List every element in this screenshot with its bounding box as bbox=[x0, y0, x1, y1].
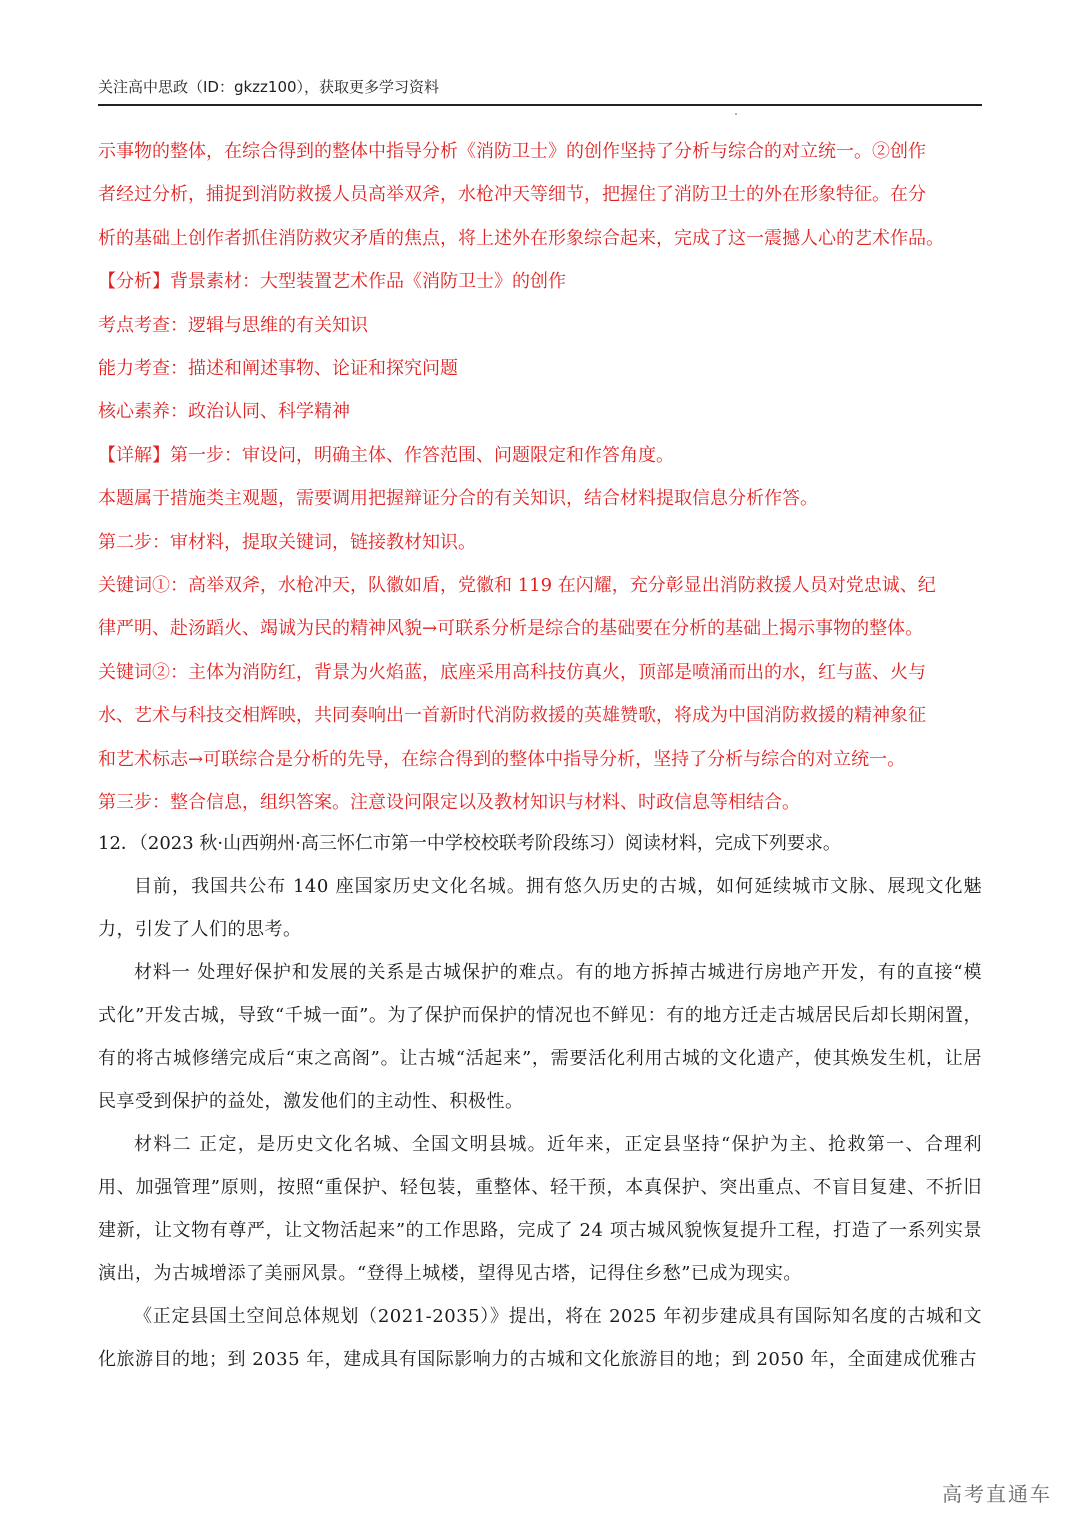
stray-dot bbox=[735, 113, 737, 115]
material-two: 材料二 正定，是历史文化名城、全国文明县城。近年来，正定县坚持“保护为主、抢救第一、合理利用、加强管理”原则，按照“重保护、轻包装，重整体、轻干预，本真保护、突出重点、不盲目复建、不折旧建新，让文物有尊严，让文物活起来”的工作思路，完成了 24 项古城风貌恢复提升工程，打造了一系列实景演出，为古城增添了美丽风景。“登得上城楼，望得见古塔，记得住乡愁”已成为现实。 bbox=[98, 1134, 982, 1284]
analysis-ability: 能力考查：描述和阐述事物、论证和探究问题 bbox=[98, 358, 458, 380]
detail-step-1: 【详解】第一步：审设问，明确主体、作答范围、问题限定和作答角度。 bbox=[98, 444, 674, 466]
keyword-2-line: 和艺术标志→可联综合是分析的先导，在综合得到的整体中指导分析，坚持了分析与综合的对立统一。 bbox=[98, 748, 906, 770]
keyword-2-line: 水、艺术与科技交相辉映，共同奏响出一首新时代消防救援的英雄赞歌，将成为中国消防救援的精神象征 bbox=[98, 705, 926, 727]
question-intro: 目前，我国共公布 140 座国家历史文化名城。拥有悠久历史的古城，如何延续城市文脉、展现文化魅力，引发了人们的思考。 bbox=[98, 876, 982, 940]
keyword-1-line: 关键词①：高举双斧，水枪冲天，队徽如盾，党徽和 119 在闪耀，充分彰显出消防救援人员对党忠诚、纪 bbox=[98, 575, 936, 597]
keyword-2-line: 关键词②：主体为消防红，背景为火焰蓝，底座采用高科技仿真火，顶部是喷涌而出的水，红与蓝、火与 bbox=[98, 661, 926, 683]
detail-line: 本题属于措施类主观题，需要调用把握辩证分合的有关知识，结合材料提取信息分析作答。 bbox=[98, 488, 818, 510]
planning-paragraph: 《正定县国土空间总体规划（2021-2035）》提出，将在 2025 年初步建成具有国际知名度的古城和文化旅游目的地；到 2035 年，建成具有国际影响力的古城和文化旅游目的地；到 2050 年，全面建成优雅古 bbox=[98, 1306, 982, 1370]
detail-step-3: 第三步：整合信息，组织答案。注意设问限定以及教材知识与材料、时政信息等相结合。 bbox=[98, 792, 800, 814]
page-header bbox=[98, 74, 982, 106]
analysis-points: 考点考查：逻辑与思维的有关知识 bbox=[98, 314, 368, 336]
answer-line: 析的基础上创作者抓住消防救灾矛盾的焦点，将上述外在形象综合起来，完成了这一震撼人心的艺术作品。 bbox=[98, 227, 944, 249]
answer-line: 者经过分析，捕捉到消防救援人员高举双斧，水枪冲天等细节，把握住了消防卫士的外在形象特征。在分 bbox=[98, 184, 926, 206]
question-12 bbox=[98, 822, 982, 1381]
analysis-background: 【分析】背景素材：大型装置艺术作品《消防卫士》的创作 bbox=[98, 271, 566, 293]
header-text: 关注高中思政（ID：gkzz100），获取更多学习资料 bbox=[98, 78, 440, 96]
analysis-literacy: 核心素养：政治认同、科学精神 bbox=[98, 401, 350, 423]
keyword-1-line: 律严明、赴汤蹈火、竭诚为民的精神风貌→可联系分析是综合的基础要在分析的基础上揭示事物的整体。 bbox=[98, 618, 924, 640]
watermark: 高考直通车 bbox=[942, 1482, 1052, 1506]
answer-line: 示事物的整体，在综合得到的整体中指导分析《消防卫士》的创作坚持了分析与综合的对立统一。②创作 bbox=[98, 141, 926, 162]
answer-section bbox=[98, 130, 982, 825]
material-one: 材料一 处理好保护和发展的关系是古城保护的难点。有的地方拆掉古城进行房地产开发，有的直接“模式化”开发古城，导致“千城一面”。为了保护而保护的情况也不鲜见：有的地方迁走古城居民后却长期闲置，有的将古城修缮完成后“束之高阁”。让古城“活起来”，需要活化利用古城的文化遗产，使其焕发生机，让居民享受到保护的益处，激发他们的主动性、积极性。 bbox=[98, 962, 982, 1112]
question-heading: 12．（2023 秋·山西朔州·高三怀仁市第一中学校校联考阶段练习）阅读材料，完成下列要求。 bbox=[98, 833, 841, 854]
detail-step-2: 第二步：审材料，提取关键词，链接教材知识。 bbox=[98, 531, 476, 553]
